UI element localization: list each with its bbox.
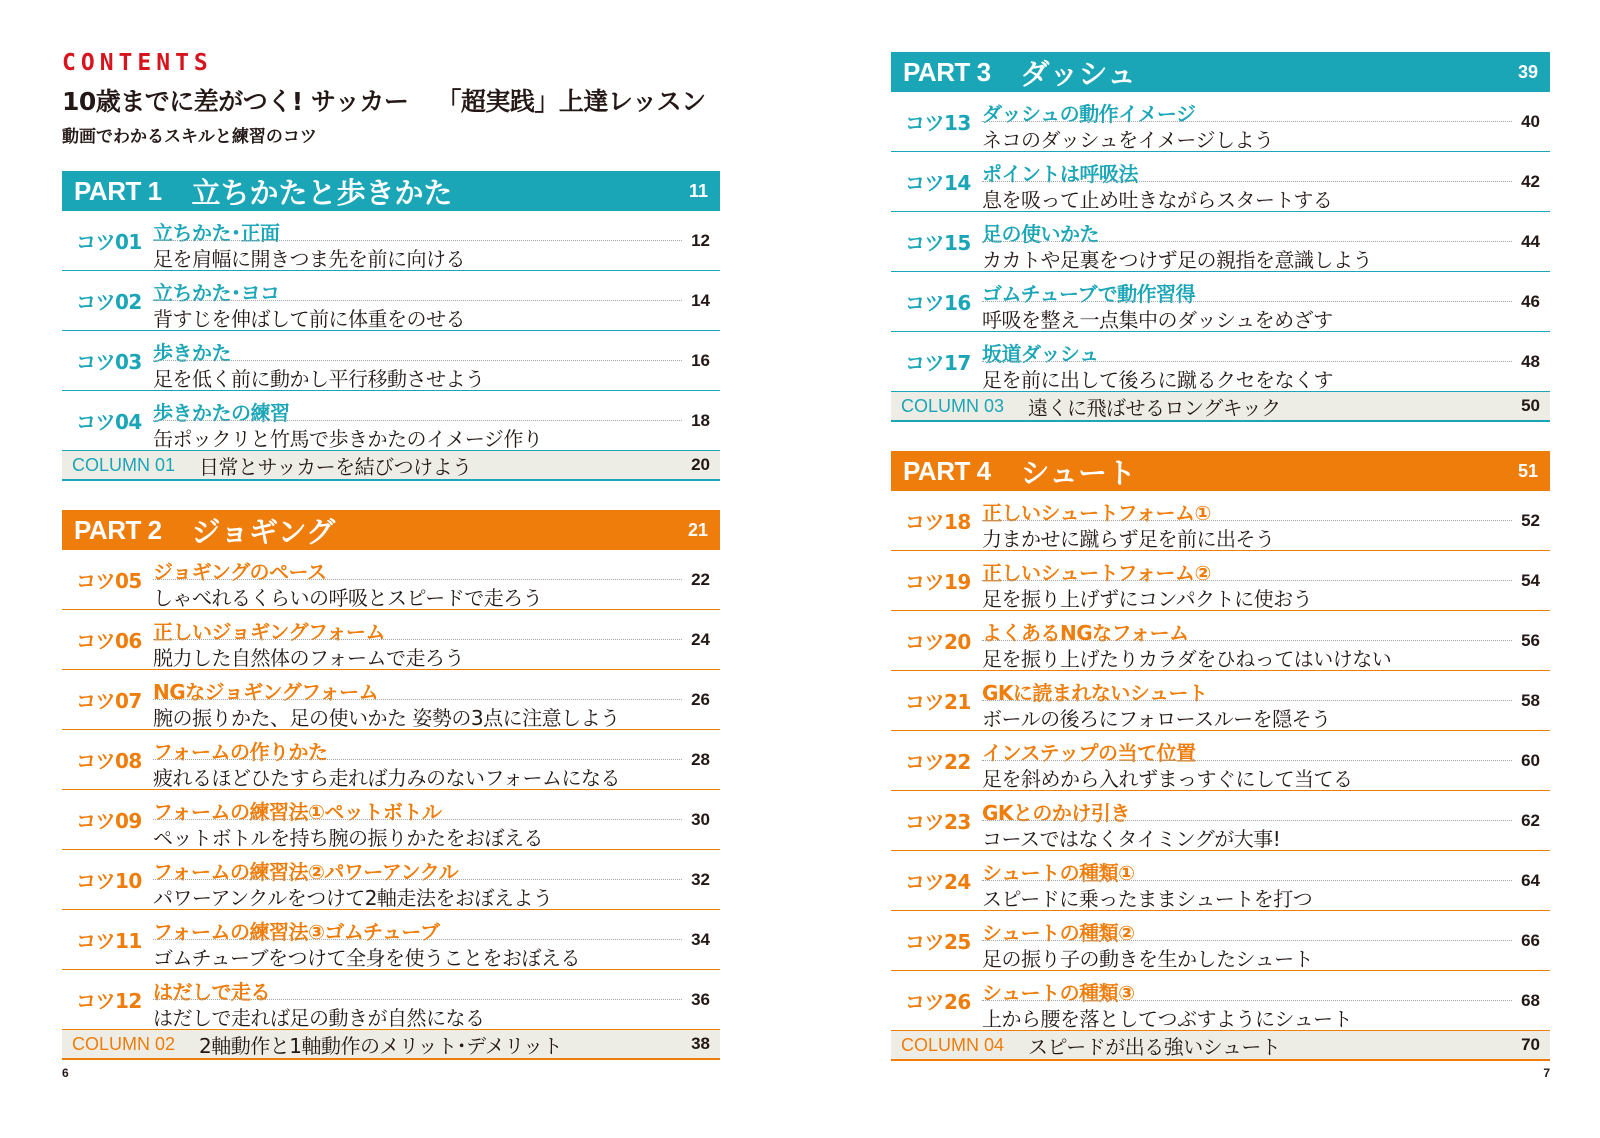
column-entry[interactable] xyxy=(62,1030,720,1060)
leader-dots xyxy=(982,361,1512,362)
entry-page-number: 22 xyxy=(691,569,710,589)
toc-entry[interactable] xyxy=(62,271,720,331)
entry-description: 足を低く前に動かし平行移動させよう xyxy=(153,367,485,391)
entry-page-number: 48 xyxy=(1521,351,1540,371)
entry-label: コツ06 xyxy=(76,629,142,653)
toc-entry[interactable] xyxy=(891,332,1550,392)
entry-page-number: 64 xyxy=(1521,870,1540,890)
part-number: PART 1 xyxy=(74,175,162,206)
toc-entry[interactable] xyxy=(891,491,1550,551)
part-header xyxy=(891,52,1550,92)
part-title: 立ちかたと歩きかた xyxy=(191,175,453,210)
entry-page-number: 24 xyxy=(691,629,710,649)
entry-label: コツ18 xyxy=(905,510,971,534)
entry-page-number: 36 xyxy=(691,989,710,1009)
leader-dots xyxy=(982,640,1512,641)
toc-entry[interactable] xyxy=(62,790,720,850)
column-entry[interactable] xyxy=(891,1031,1550,1061)
entry-label: コツ19 xyxy=(905,570,971,594)
entry-label: コツ26 xyxy=(905,990,971,1014)
entry-heading: ダッシュの動作イメージ xyxy=(982,102,1196,126)
leader-dots xyxy=(982,880,1512,881)
entry-heading: フォームの練習法①ペットボトル xyxy=(153,800,442,824)
entry-page-number: 62 xyxy=(1521,810,1540,830)
entry-label: コツ05 xyxy=(76,569,142,593)
leader-dots xyxy=(982,520,1512,521)
column-title: 遠くに飛ばせるロングキック xyxy=(1028,395,1281,420)
contents-label: CONTENTS xyxy=(62,50,213,76)
column-entry[interactable] xyxy=(62,451,720,481)
entry-label: コツ24 xyxy=(905,870,971,894)
entry-label: コツ22 xyxy=(905,750,971,774)
toc-entry[interactable] xyxy=(62,730,720,790)
entry-description: 足を前に出して後ろに蹴るクセをなくす xyxy=(982,368,1333,392)
entry-label: コツ10 xyxy=(76,869,142,893)
leader-dots xyxy=(153,999,682,1000)
book-title xyxy=(62,82,706,118)
leader-dots xyxy=(982,940,1512,941)
leader-dots xyxy=(153,879,682,880)
entry-page-number: 68 xyxy=(1521,990,1540,1010)
entry-description: 足を斜めから入れずまっすぐにして当てる xyxy=(982,767,1353,791)
entry-page-number: 52 xyxy=(1521,510,1540,530)
entry-description: 力まかせに蹴らず足を前に出そう xyxy=(982,527,1275,551)
part-header xyxy=(891,451,1550,491)
entry-heading: シュートの種類① xyxy=(982,861,1135,885)
entry-page-number: 34 xyxy=(691,929,710,949)
entry-description: カカトや足裏をつけず足の親指を意識しよう xyxy=(982,248,1372,272)
entry-description: 上から腰を落としてつぶすようにシュート xyxy=(982,1007,1353,1031)
entry-heading: ポイントは呼吸法 xyxy=(982,162,1138,186)
part-page-number: 21 xyxy=(687,519,708,540)
entry-description: 背すじを伸ばして前に体重をのせる xyxy=(153,307,465,331)
entry-page-number: 56 xyxy=(1521,630,1540,650)
entry-label: コツ16 xyxy=(905,291,971,315)
entry-label: コツ15 xyxy=(905,231,971,255)
entry-page-number: 12 xyxy=(691,230,710,250)
part-section-1 xyxy=(62,171,720,481)
leader-dots xyxy=(982,301,1512,302)
column-entry[interactable] xyxy=(891,392,1550,422)
toc-entry[interactable] xyxy=(891,971,1550,1031)
entry-page-number: 54 xyxy=(1521,570,1540,590)
toc-entry[interactable] xyxy=(62,670,720,730)
entry-label: コツ09 xyxy=(76,809,142,833)
entry-heading: ジョギングのペース xyxy=(153,560,327,584)
page-folio-left: 6 xyxy=(62,1066,69,1080)
entry-label: コツ20 xyxy=(905,630,971,654)
leader-dots xyxy=(982,241,1512,242)
leader-dots xyxy=(153,420,682,421)
toc-entry[interactable] xyxy=(891,851,1550,911)
entry-page-number: 44 xyxy=(1521,231,1540,251)
entry-description: 脱力した自然体のフォームで走ろう xyxy=(153,646,464,670)
entry-heading: インステップの当て位置 xyxy=(982,741,1196,765)
entry-heading: 正しいジョギングフォーム xyxy=(153,620,385,644)
part-title: シュート xyxy=(1020,455,1136,490)
leader-dots xyxy=(153,240,682,241)
page-folio-right: 7 xyxy=(1543,1066,1550,1080)
column-page-number: 20 xyxy=(691,455,710,474)
part-title: ダッシュ xyxy=(1020,56,1136,91)
column-title: スピードが出る強いシュート xyxy=(1028,1034,1281,1059)
leader-dots xyxy=(153,360,682,361)
entry-label: コツ21 xyxy=(905,690,971,714)
entry-description: はだしで走れば足の動きが自然になる xyxy=(153,1006,485,1030)
book-title-sub: 「超実践」上達レッスン xyxy=(436,87,706,116)
entry-heading: 歩きかたの練習 xyxy=(153,401,290,425)
part-page-number: 51 xyxy=(1517,460,1538,481)
entry-label: コツ03 xyxy=(76,350,142,374)
column-label: COLUMN 03 xyxy=(901,395,1005,416)
toc-entry[interactable] xyxy=(891,92,1550,152)
column-title: 2軸動作と1軸動作のメリット･デメリット xyxy=(199,1033,563,1058)
leader-dots xyxy=(153,579,682,580)
entry-description: しゃべれるくらいの呼吸とスピードで走ろう xyxy=(153,586,543,610)
entry-heading: シュートの種類② xyxy=(982,921,1135,945)
entry-label: コツ17 xyxy=(905,351,971,375)
leader-dots xyxy=(153,939,682,940)
entry-description: 足の振り子の動きを生かしたシュート xyxy=(982,947,1314,971)
entry-heading: 足の使いかた xyxy=(982,222,1099,246)
leader-dots xyxy=(153,759,682,760)
entry-page-number: 42 xyxy=(1521,171,1540,191)
entry-label: コツ07 xyxy=(76,689,142,713)
leader-dots xyxy=(982,1000,1512,1001)
toc-entry[interactable] xyxy=(62,610,720,670)
entry-description: 足を振り上げずにコンパクトに使おう xyxy=(982,587,1313,611)
entry-heading: 立ちかた･正面 xyxy=(153,221,280,245)
entry-heading: シュートの種類③ xyxy=(982,981,1135,1005)
toc-entry[interactable] xyxy=(891,611,1550,671)
column-page-number: 38 xyxy=(691,1034,710,1053)
entry-heading: GKとのかけ引き xyxy=(982,801,1130,825)
entry-heading: GKに読まれないシュート xyxy=(982,681,1208,705)
toc-entry[interactable] xyxy=(62,550,720,610)
entry-heading: ゴムチューブで動作習得 xyxy=(982,282,1196,306)
leader-dots xyxy=(153,699,682,700)
part-page-number: 11 xyxy=(688,180,708,201)
leader-dots xyxy=(982,760,1512,761)
toc-entry[interactable] xyxy=(891,272,1550,332)
book-title-main: 10歳までに差がつく! サッカー xyxy=(62,87,409,116)
toc-entry[interactable] xyxy=(62,910,720,970)
entry-label: コツ25 xyxy=(905,930,971,954)
entry-label: コツ13 xyxy=(905,111,971,135)
leader-dots xyxy=(982,700,1512,701)
toc-entry[interactable] xyxy=(62,331,720,391)
part-section-2 xyxy=(62,510,720,1060)
entry-description: 足を振り上げたりカラダをひねってはいけない xyxy=(982,647,1392,671)
column-label: COLUMN 04 xyxy=(901,1034,1005,1055)
leader-dots xyxy=(982,820,1512,821)
entry-heading: 歩きかた xyxy=(153,341,231,365)
leader-dots xyxy=(153,300,682,301)
column-page-number: 50 xyxy=(1521,396,1540,415)
toc-entry[interactable] xyxy=(891,152,1550,212)
column-label: COLUMN 01 xyxy=(72,454,176,475)
toc-entry[interactable] xyxy=(891,671,1550,731)
column-label: COLUMN 02 xyxy=(72,1033,176,1054)
entry-label: コツ08 xyxy=(76,749,142,773)
entry-heading: フォームの作りかた xyxy=(153,740,328,764)
part-number: PART 3 xyxy=(903,56,991,87)
entry-description: スピードに乗ったままシュートを打つ xyxy=(982,887,1313,911)
leader-dots xyxy=(153,639,682,640)
book-subtitle: 動画でわかるスキルと練習のコツ xyxy=(62,127,317,147)
entry-page-number: 58 xyxy=(1521,690,1540,710)
entry-page-number: 60 xyxy=(1521,750,1540,770)
entry-description: ボールの後ろにフォロースルーを隠そう xyxy=(982,707,1331,731)
entry-heading: NGなジョギングフォーム xyxy=(153,680,379,704)
entry-heading: はだしで走る xyxy=(153,980,270,1004)
toc-entry[interactable] xyxy=(891,551,1550,611)
entry-heading: 坂道ダッシュ xyxy=(982,342,1099,366)
entry-page-number: 16 xyxy=(691,350,710,370)
part-header xyxy=(62,510,720,550)
toc-entry[interactable] xyxy=(62,850,720,910)
entry-page-number: 32 xyxy=(691,869,710,889)
entry-description: ゴムチューブをつけて全身を使うことをおぼえる xyxy=(153,946,580,970)
toc-entry[interactable] xyxy=(891,791,1550,851)
column-page-number: 70 xyxy=(1521,1035,1540,1054)
part-number: PART 4 xyxy=(903,455,991,486)
entry-heading: 立ちかた･ヨコ xyxy=(153,281,280,305)
entry-description: 足を肩幅に開きつま先を前に向ける xyxy=(153,247,465,271)
part-header xyxy=(62,171,720,211)
entry-page-number: 30 xyxy=(691,809,710,829)
toc-entry[interactable] xyxy=(62,211,720,271)
toc-entry[interactable] xyxy=(891,212,1550,272)
entry-heading: 正しいシュートフォーム② xyxy=(982,561,1211,585)
entry-description: 息を吸って止め吐きながらスタートする xyxy=(982,188,1333,212)
entry-page-number: 66 xyxy=(1521,930,1540,950)
entry-label: コツ12 xyxy=(76,989,142,1013)
entry-label: コツ23 xyxy=(905,810,971,834)
entry-description: 缶ポックリと竹馬で歩きかたのイメージ作り xyxy=(153,427,543,451)
part-section-3 xyxy=(891,52,1550,422)
entry-description: 疲れるほどひたすら走れば力みのないフォームになる xyxy=(153,766,620,790)
entry-page-number: 14 xyxy=(691,290,710,310)
entry-label: コツ01 xyxy=(76,230,142,254)
entry-heading: 正しいシュートフォーム① xyxy=(982,501,1211,525)
leader-dots xyxy=(982,121,1512,122)
entry-label: コツ14 xyxy=(905,171,971,195)
toc-entry[interactable] xyxy=(62,391,720,451)
part-number: PART 2 xyxy=(74,514,162,545)
entry-label: コツ04 xyxy=(76,410,142,434)
entry-page-number: 28 xyxy=(691,749,710,769)
toc-entry[interactable] xyxy=(891,911,1550,971)
entry-heading: フォームの練習法②パワーアンクル xyxy=(153,860,459,884)
toc-entry[interactable] xyxy=(62,970,720,1030)
entry-description: パワーアンクルをつけて2軸走法をおぼえよう xyxy=(153,886,553,910)
entry-heading: よくあるNGなフォーム xyxy=(982,621,1189,645)
entry-description: 腕の振りかた、足の使いかた 姿勢の3点に注意しよう xyxy=(153,706,620,730)
leader-dots xyxy=(982,580,1512,581)
entry-heading: フォームの練習法③ゴムチューブ xyxy=(153,920,440,944)
part-title: ジョギング xyxy=(191,514,336,549)
entry-description: 呼吸を整え一点集中のダッシュをめざす xyxy=(982,308,1333,332)
entry-page-number: 26 xyxy=(691,689,710,709)
entry-description: ネコのダッシュをイメージしよう xyxy=(982,128,1274,152)
entry-label: コツ02 xyxy=(76,290,142,314)
part-page-number: 39 xyxy=(1517,61,1538,82)
toc-entry[interactable] xyxy=(891,731,1550,791)
entry-description: ペットボトルを持ち腕の振りかたをおぼえる xyxy=(153,826,543,850)
entry-page-number: 46 xyxy=(1521,291,1540,311)
entry-label: コツ11 xyxy=(76,929,142,953)
entry-page-number: 40 xyxy=(1521,111,1540,131)
entry-page-number: 18 xyxy=(691,410,710,430)
column-title: 日常とサッカーを結びつけよう xyxy=(199,454,472,479)
part-section-4 xyxy=(891,451,1550,1061)
entry-description: コースではなくタイミングが大事! xyxy=(982,827,1281,851)
leader-dots xyxy=(153,819,682,820)
leader-dots xyxy=(982,181,1512,182)
